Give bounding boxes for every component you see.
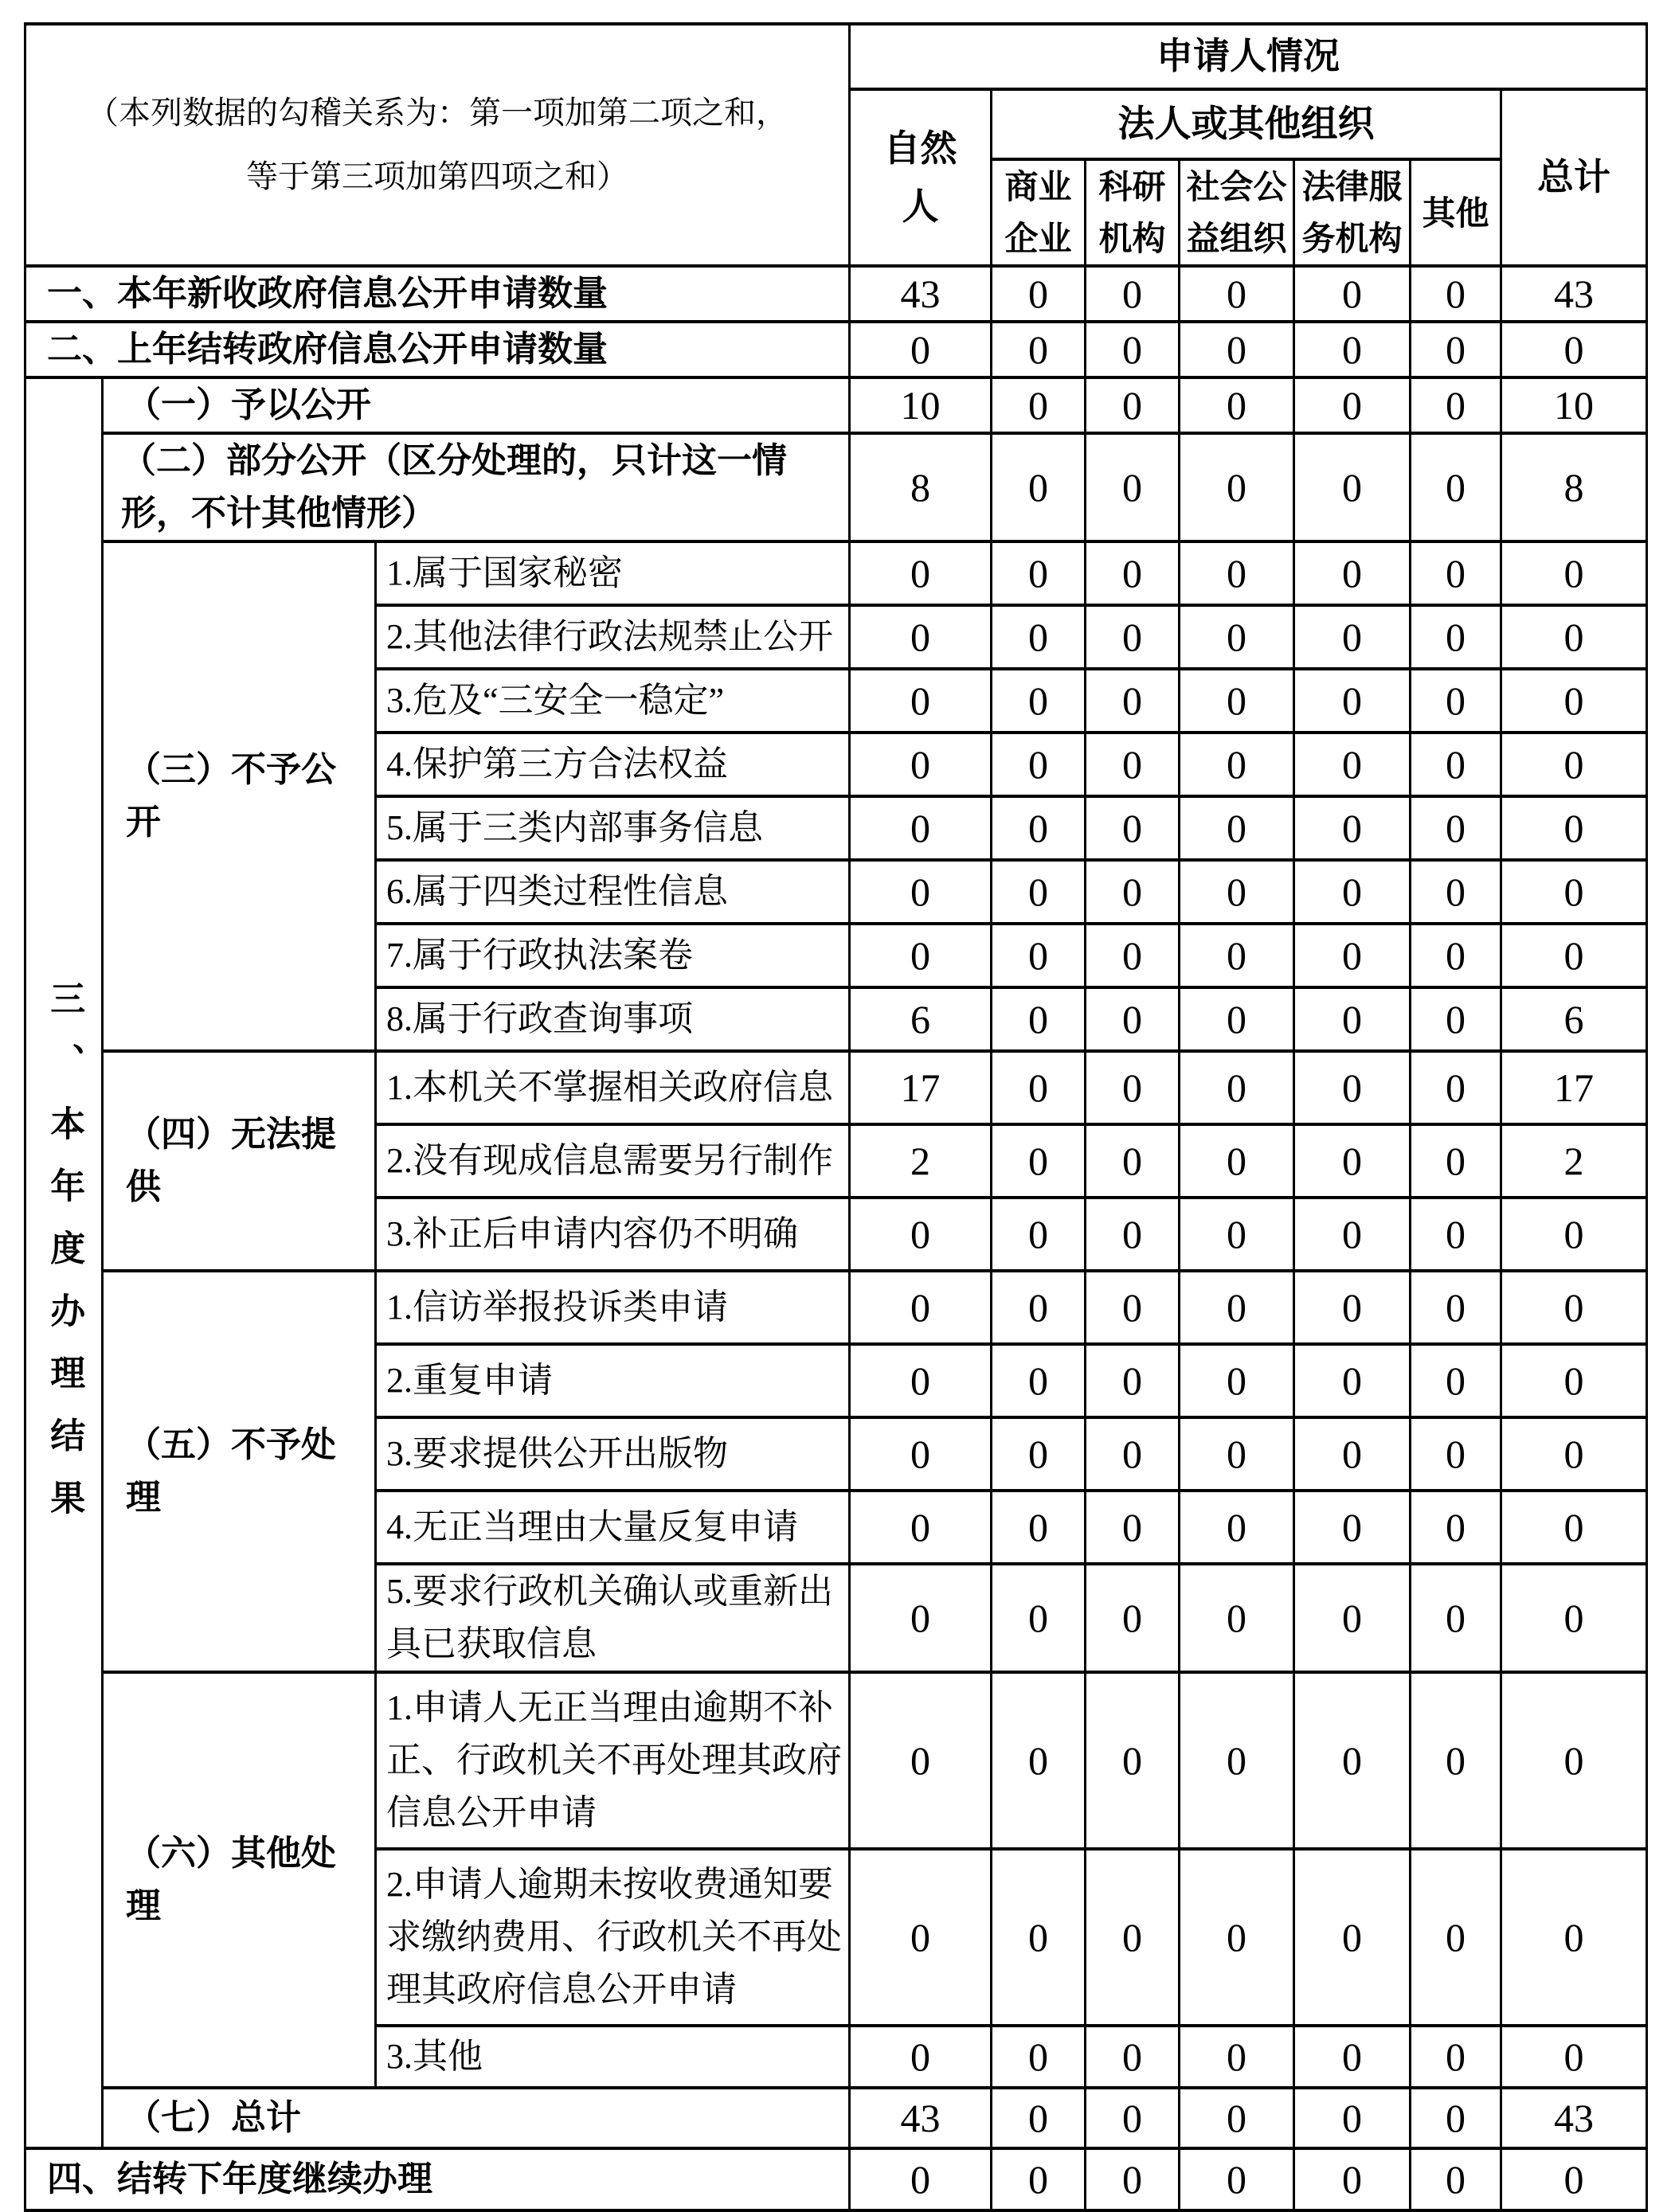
item-label: 1.信访举报投诉类申请 (376, 1271, 850, 1344)
value-cell: 0 (1294, 1344, 1411, 1417)
value-cell: 0 (1501, 541, 1647, 605)
note-cell (25, 24, 850, 266)
item-label: 2.重复申请 (376, 1344, 850, 1417)
value-cell: 0 (850, 605, 992, 669)
value-cell: 0 (1294, 796, 1411, 860)
value-cell: 0 (1180, 1198, 1294, 1271)
value-cell: 0 (1086, 1417, 1180, 1491)
col-header-total: 总计 (1501, 89, 1647, 266)
value-cell: 17 (850, 1051, 992, 1124)
value-cell: 0 (1411, 796, 1501, 860)
group-label-other-handling: （六）其他处理 (103, 1672, 376, 2088)
value-cell: 0 (1411, 322, 1501, 377)
value-cell: 0 (1294, 1271, 1411, 1344)
value-cell: 0 (992, 2148, 1086, 2210)
value-cell: 8 (850, 433, 992, 541)
table-row (25, 433, 1647, 541)
value-cell: 0 (1294, 733, 1411, 796)
disclosure-table (24, 22, 1648, 2212)
value-cell: 0 (1294, 541, 1411, 605)
value-cell: 0 (1086, 1564, 1180, 1672)
col-header-business: 商业企业 (992, 159, 1086, 266)
value-cell: 17 (1501, 1051, 1647, 1124)
col-header-legal-service: 法律服务机构 (1294, 159, 1411, 266)
value-cell: 0 (992, 1491, 1086, 1564)
value-cell: 0 (992, 541, 1086, 605)
value-cell: 0 (850, 2148, 992, 2210)
value-cell: 0 (1180, 322, 1294, 377)
value-cell: 0 (850, 1564, 992, 1672)
table-row (25, 1051, 1647, 1124)
value-cell: 0 (1086, 1271, 1180, 1344)
table-row (25, 266, 1647, 322)
value-cell: 8 (1501, 433, 1647, 541)
item-label: 3.补正后申请内容仍不明确 (376, 1198, 850, 1271)
value-cell: 0 (1411, 1198, 1501, 1271)
value-cell: 0 (1086, 669, 1180, 733)
value-cell: 0 (850, 860, 992, 924)
table-row (25, 2088, 1647, 2148)
value-cell: 0 (1411, 1672, 1501, 1849)
value-cell: 0 (1411, 2088, 1501, 2148)
value-cell: 0 (1086, 2026, 1180, 2088)
item-label: 4.无正当理由大量反复申请 (376, 1491, 850, 1564)
item-label: 1.申请人无正当理由逾期不补正、行政机关不再处理其政府信息公开申请 (376, 1672, 850, 1849)
group-label-unable: （四）无法提供 (103, 1051, 376, 1271)
value-cell: 0 (1501, 669, 1647, 733)
value-cell: 0 (1180, 541, 1294, 605)
item-label: 2.申请人逾期未按收费通知要求缴纳费用、行政机关不再处理其政府信息公开申请 (376, 1849, 850, 2026)
value-cell: 0 (992, 1344, 1086, 1417)
table-row (25, 541, 1647, 605)
value-cell: 43 (1501, 266, 1647, 322)
value-cell: 0 (1180, 1849, 1294, 2026)
value-cell: 0 (1180, 1344, 1294, 1417)
value-cell: 0 (1180, 1271, 1294, 1344)
value-cell: 0 (1411, 1491, 1501, 1564)
value-cell: 0 (992, 669, 1086, 733)
value-cell: 43 (850, 2088, 992, 2148)
value-cell: 0 (1411, 1271, 1501, 1344)
value-cell: 0 (1294, 1491, 1411, 1564)
value-cell: 0 (992, 2088, 1086, 2148)
row-label-carried-over: 二、上年结转政府信息公开申请数量 (25, 322, 850, 377)
value-cell: 0 (1180, 669, 1294, 733)
value-cell: 0 (992, 322, 1086, 377)
value-cell: 0 (850, 1198, 992, 1271)
value-cell: 0 (1294, 1417, 1411, 1491)
value-cell: 0 (1086, 860, 1180, 924)
value-cell: 6 (1501, 987, 1647, 1051)
applications-statistics-table (24, 22, 1648, 2212)
section3-vertical-label-cell (25, 377, 103, 2148)
value-cell: 0 (1411, 924, 1501, 987)
value-cell: 0 (992, 1672, 1086, 1849)
value-cell: 0 (1411, 2148, 1501, 2210)
value-cell: 0 (1086, 541, 1180, 605)
value-cell: 0 (1180, 266, 1294, 322)
section3-vertical-label: 三、本年度办理结果 (45, 980, 84, 1542)
value-cell: 0 (1501, 860, 1647, 924)
value-cell: 0 (850, 1672, 992, 1849)
value-cell: 0 (1180, 605, 1294, 669)
value-cell: 0 (1411, 1124, 1501, 1198)
value-cell: 0 (1411, 2026, 1501, 2088)
value-cell: 0 (1501, 605, 1647, 669)
value-cell: 0 (1086, 2088, 1180, 2148)
value-cell: 0 (1501, 1564, 1647, 1672)
value-cell: 0 (1501, 733, 1647, 796)
item-label: 1.属于国家秘密 (376, 541, 850, 605)
value-cell: 0 (1411, 377, 1501, 433)
row-label-granted: （一）予以公开 (103, 377, 850, 433)
value-cell: 0 (850, 796, 992, 860)
value-cell: 0 (1180, 1417, 1294, 1491)
value-cell: 0 (1086, 1491, 1180, 1564)
item-label: 1.本机关不掌握相关政府信息 (376, 1051, 850, 1124)
value-cell: 6 (850, 987, 992, 1051)
value-cell: 0 (1294, 860, 1411, 924)
value-cell: 0 (850, 541, 992, 605)
value-cell: 10 (1501, 377, 1647, 433)
value-cell: 0 (850, 1271, 992, 1344)
value-cell: 0 (1501, 796, 1647, 860)
value-cell: 0 (992, 2026, 1086, 2088)
item-label: 4.保护第三方合法权益 (376, 733, 850, 796)
value-cell: 0 (850, 322, 992, 377)
value-cell: 0 (1180, 1672, 1294, 1849)
value-cell: 0 (1086, 266, 1180, 322)
value-cell: 0 (1411, 669, 1501, 733)
value-cell: 0 (1294, 2088, 1411, 2148)
value-cell: 0 (992, 433, 1086, 541)
value-cell: 0 (1180, 796, 1294, 860)
value-cell: 0 (992, 796, 1086, 860)
value-cell: 0 (992, 605, 1086, 669)
value-cell: 0 (1294, 987, 1411, 1051)
header-row-applicant (25, 24, 1647, 89)
row-label-next-year: 四、结转下年度继续办理 (25, 2148, 850, 2210)
value-cell: 0 (1180, 860, 1294, 924)
value-cell: 0 (1501, 1849, 1647, 2026)
value-cell: 0 (850, 1849, 992, 2026)
value-cell: 0 (1180, 1491, 1294, 1564)
value-cell: 0 (992, 1849, 1086, 2026)
item-label: 6.属于四类过程性信息 (376, 860, 850, 924)
value-cell: 0 (1294, 924, 1411, 987)
table-row (25, 2148, 1647, 2210)
value-cell: 0 (850, 1417, 992, 1491)
value-cell: 0 (1180, 2088, 1294, 2148)
value-cell: 0 (1180, 2026, 1294, 2088)
value-cell: 0 (992, 1198, 1086, 1271)
note-line-1: （本列数据的勾稽关系为：第一项加第二项之和， (87, 95, 788, 131)
value-cell: 0 (1411, 266, 1501, 322)
item-label: 5.属于三类内部事务信息 (376, 796, 850, 860)
value-cell: 0 (1294, 433, 1411, 541)
value-cell: 0 (1411, 1344, 1501, 1417)
value-cell: 0 (1501, 2026, 1647, 2088)
item-label: 5.要求行政机关确认或重新出具已获取信息 (376, 1564, 850, 1672)
value-cell: 0 (992, 987, 1086, 1051)
table-row (25, 1271, 1647, 1344)
value-cell: 0 (1501, 924, 1647, 987)
value-cell: 0 (1086, 1124, 1180, 1198)
item-label: 8.属于行政查询事项 (376, 987, 850, 1051)
value-cell: 0 (1086, 605, 1180, 669)
value-cell: 0 (992, 733, 1086, 796)
value-cell: 0 (1086, 1849, 1180, 2026)
value-cell: 0 (1294, 669, 1411, 733)
value-cell: 0 (1180, 2148, 1294, 2210)
row-label-subtotal: （七）总计 (103, 2088, 850, 2148)
value-cell: 0 (1411, 433, 1501, 541)
value-cell: 0 (1086, 322, 1180, 377)
value-cell: 0 (992, 1051, 1086, 1124)
natural-person-label: 自然人 (883, 127, 957, 228)
value-cell: 0 (1086, 924, 1180, 987)
value-cell: 43 (850, 266, 992, 322)
value-cell: 0 (1180, 924, 1294, 987)
value-cell: 0 (1180, 987, 1294, 1051)
value-cell: 0 (850, 1344, 992, 1417)
note-line-2: 等于第三项加第四项之和） (246, 158, 628, 195)
value-cell: 0 (1180, 733, 1294, 796)
value-cell: 0 (1501, 322, 1647, 377)
value-cell: 0 (1086, 1672, 1180, 1849)
value-cell: 0 (992, 924, 1086, 987)
group-label-refused: （三）不予公开 (103, 541, 376, 1051)
value-cell: 0 (1501, 1271, 1647, 1344)
col-header-research: 科研机构 (1086, 159, 1180, 266)
value-cell: 0 (992, 1124, 1086, 1198)
value-cell: 0 (1294, 1198, 1411, 1271)
value-cell: 0 (850, 924, 992, 987)
row-label-new-received: 一、本年新收政府信息公开申请数量 (25, 266, 850, 322)
value-cell: 0 (1411, 605, 1501, 669)
value-cell: 0 (1501, 1672, 1647, 1849)
value-cell: 0 (1411, 1417, 1501, 1491)
value-cell: 0 (1180, 1564, 1294, 1672)
value-cell: 0 (1294, 1124, 1411, 1198)
value-cell: 0 (1086, 1344, 1180, 1417)
item-label: 2.其他法律行政法规禁止公开 (376, 605, 850, 669)
value-cell: 0 (1411, 1051, 1501, 1124)
value-cell: 0 (1180, 377, 1294, 433)
table-row (25, 1672, 1647, 1849)
value-cell: 0 (1501, 1344, 1647, 1417)
value-cell: 0 (850, 2026, 992, 2088)
value-cell: 0 (1501, 2148, 1647, 2210)
value-cell: 0 (1294, 605, 1411, 669)
value-cell: 0 (1086, 2148, 1180, 2210)
value-cell: 0 (1086, 433, 1180, 541)
value-cell: 0 (1411, 733, 1501, 796)
value-cell: 0 (1411, 541, 1501, 605)
value-cell: 2 (1501, 1124, 1647, 1198)
value-cell: 0 (1501, 1491, 1647, 1564)
value-cell: 0 (1294, 1564, 1411, 1672)
value-cell: 0 (992, 1564, 1086, 1672)
value-cell: 43 (1501, 2088, 1647, 2148)
value-cell: 0 (850, 669, 992, 733)
row-label-partially-granted: （二）部分公开（区分处理的，只计这一情形，不计其他情形） (103, 433, 850, 541)
value-cell: 0 (1411, 987, 1501, 1051)
item-label: 3.其他 (376, 2026, 850, 2088)
col-header-social-welfare: 社会公益组织 (1180, 159, 1294, 266)
value-cell: 0 (1294, 1672, 1411, 1849)
item-label: 2.没有现成信息需要另行制作 (376, 1124, 850, 1198)
col-header-natural-person (850, 89, 992, 266)
value-cell: 0 (1411, 1564, 1501, 1672)
value-cell: 0 (1294, 2148, 1411, 2210)
value-cell: 0 (850, 1491, 992, 1564)
value-cell: 0 (1086, 796, 1180, 860)
header-applicant-status: 申请人情况 (850, 24, 1647, 89)
value-cell: 0 (1086, 1051, 1180, 1124)
col-header-other: 其他 (1411, 159, 1501, 266)
value-cell: 0 (1501, 1198, 1647, 1271)
value-cell: 0 (1294, 322, 1411, 377)
value-cell: 0 (1294, 2026, 1411, 2088)
value-cell: 0 (1180, 1124, 1294, 1198)
item-label: 7.属于行政执法案卷 (376, 924, 850, 987)
value-cell: 0 (1180, 433, 1294, 541)
value-cell: 0 (1294, 377, 1411, 433)
value-cell: 0 (1411, 1849, 1501, 2026)
value-cell: 10 (850, 377, 992, 433)
table-row (25, 377, 1647, 433)
item-label: 3.危及“三安全一稳定” (376, 669, 850, 733)
value-cell: 0 (1086, 733, 1180, 796)
value-cell: 0 (992, 266, 1086, 322)
value-cell: 2 (850, 1124, 992, 1198)
value-cell: 0 (992, 377, 1086, 433)
value-cell: 0 (992, 860, 1086, 924)
value-cell: 0 (1294, 266, 1411, 322)
value-cell: 0 (1180, 1051, 1294, 1124)
value-cell: 0 (850, 733, 992, 796)
value-cell: 0 (992, 1271, 1086, 1344)
col-header-legal-org: 法人或其他组织 (992, 89, 1501, 159)
value-cell: 0 (992, 1417, 1086, 1491)
value-cell: 0 (1294, 1051, 1411, 1124)
value-cell: 0 (1086, 377, 1180, 433)
table-row (25, 322, 1647, 377)
value-cell: 0 (1086, 987, 1180, 1051)
value-cell: 0 (1501, 1417, 1647, 1491)
value-cell: 0 (1411, 860, 1501, 924)
group-label-not-processed: （五）不予处理 (103, 1271, 376, 1672)
value-cell: 0 (1294, 1849, 1411, 2026)
value-cell: 0 (1086, 1198, 1180, 1271)
item-label: 3.要求提供公开出版物 (376, 1417, 850, 1491)
